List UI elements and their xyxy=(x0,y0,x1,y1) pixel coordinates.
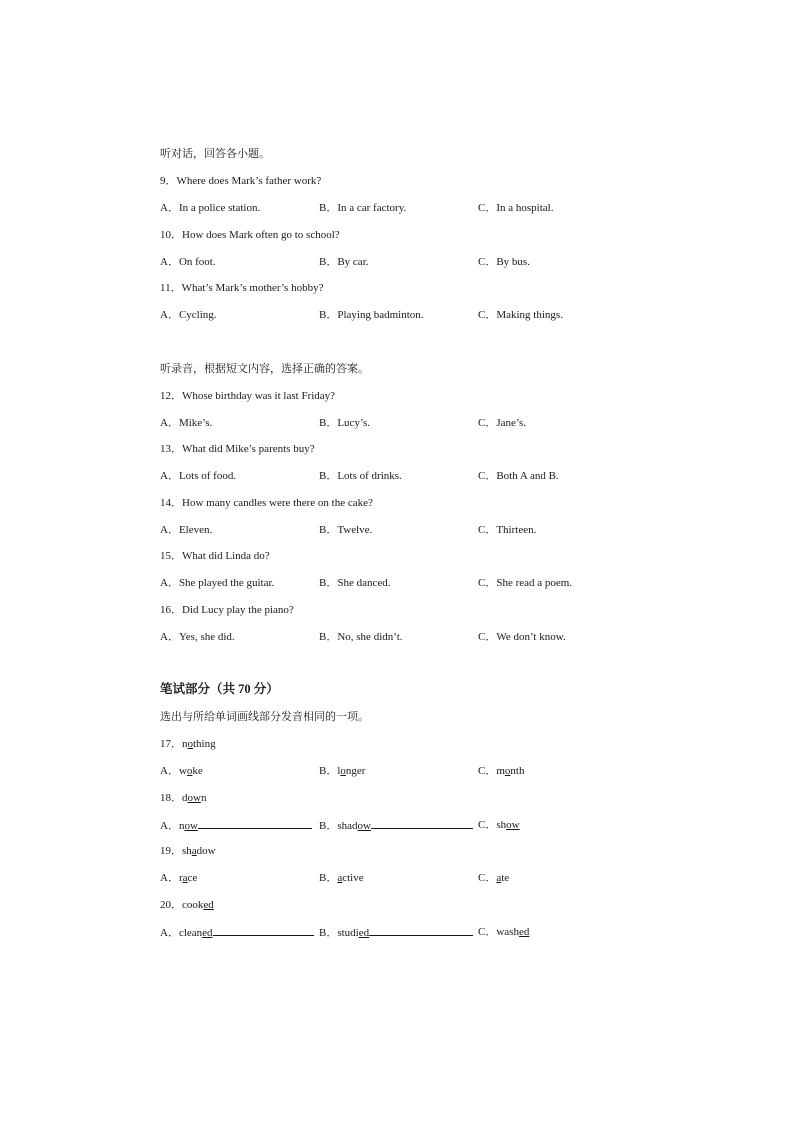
word-part: B．shad xyxy=(319,820,358,832)
option-c xyxy=(478,818,520,832)
underline-blank xyxy=(213,925,314,936)
option-c: C．We don’t know. xyxy=(478,631,566,643)
question-text: How does Mark often go to school? xyxy=(182,229,340,241)
word-part: B．studi xyxy=(319,927,359,939)
written-section-heading: 笔试部分（共 70 分） xyxy=(160,682,279,696)
question-text: How many candles were there on the cake? xyxy=(182,497,373,509)
option-a: A．On foot. xyxy=(160,256,216,268)
question-20 xyxy=(160,898,214,912)
underline-blank xyxy=(369,925,473,936)
question-15 xyxy=(160,549,270,563)
word-part: nth xyxy=(510,765,525,777)
word-part: B． xyxy=(319,872,338,884)
question-17 xyxy=(160,737,216,751)
word-part: A．w xyxy=(160,765,187,777)
underlined-letters: a xyxy=(496,872,502,884)
option-c: C．Thirteen. xyxy=(478,524,537,536)
option-a: A．Eleven. xyxy=(160,524,213,536)
question-text: What’s Mark’s mother’s hobby? xyxy=(181,282,324,294)
option-c: C．Both A and B. xyxy=(478,470,559,482)
underlined-letters: ow xyxy=(357,820,371,832)
word-part: n xyxy=(200,792,207,804)
underlined-letters: o xyxy=(186,765,193,777)
section-instruction-phonetics: 选出与所给单词画线部分发音相同的一项。 xyxy=(160,711,369,723)
option-b: B．She danced. xyxy=(319,577,391,589)
underlined-letters: a xyxy=(182,872,188,884)
option-b: B．In a car factory. xyxy=(319,202,407,214)
option-b xyxy=(319,871,364,885)
question-number: 18． xyxy=(160,792,182,804)
question-11 xyxy=(160,281,323,295)
option-c: C．Jane’s. xyxy=(478,417,526,429)
word-part: C． xyxy=(478,872,497,884)
underlined-letters: o xyxy=(340,765,346,777)
underlined-letters: ed xyxy=(518,926,530,938)
section-instruction-passage: 听录音，根据短文内容，选择正确的答案。 xyxy=(160,363,369,375)
option-b: B．No, she didn’t. xyxy=(319,631,403,643)
underlined-letters: a xyxy=(337,872,343,884)
word-part: te xyxy=(501,872,510,884)
option-a: A．She played the guitar. xyxy=(160,577,275,589)
word-part: A．n xyxy=(160,820,185,832)
question-number: 19． xyxy=(160,845,182,857)
underlined-letters: ow xyxy=(187,792,201,804)
word-part: sh xyxy=(182,845,192,857)
underlined-letters: ow xyxy=(506,819,520,831)
option-a xyxy=(160,871,197,885)
underline-blank xyxy=(371,818,473,829)
question-number: 16． xyxy=(160,604,182,616)
question-number: 15． xyxy=(160,550,182,562)
option-c xyxy=(478,925,529,939)
option-c xyxy=(478,871,509,885)
question-19 xyxy=(160,844,216,858)
option-a xyxy=(160,764,203,778)
question-12 xyxy=(160,389,335,403)
underline-blank xyxy=(198,818,312,829)
option-a: A．Cycling. xyxy=(160,309,217,321)
option-b xyxy=(319,818,473,833)
word-part: C．wash xyxy=(478,926,519,938)
question-14 xyxy=(160,496,373,510)
option-c xyxy=(478,764,524,778)
question-text: What did Linda do? xyxy=(182,550,270,562)
word-part: cook xyxy=(182,899,204,911)
question-text: What did Mike’s parents buy? xyxy=(182,443,315,455)
option-a: A．Lots of food. xyxy=(160,470,237,482)
question-text: Where does Mark’s father work? xyxy=(176,175,322,187)
word-part: ctive xyxy=(342,872,364,884)
option-c: C．Making things. xyxy=(478,309,563,321)
underlined-letters: a xyxy=(191,845,197,857)
word-part: ce xyxy=(187,872,198,884)
question-number: 20． xyxy=(160,899,182,911)
option-b: B．Twelve. xyxy=(319,524,373,536)
option-a: A．Yes, she did. xyxy=(160,631,235,643)
word-part: B．l xyxy=(319,765,341,777)
option-c: C．In a hospital. xyxy=(478,202,554,214)
word-part: A．r xyxy=(160,872,183,884)
word-part: C．m xyxy=(478,765,505,777)
question-18 xyxy=(160,791,206,805)
option-a: A．In a police station. xyxy=(160,202,261,214)
option-b: B．Playing badminton. xyxy=(319,309,424,321)
underlined-letters: o xyxy=(504,765,511,777)
question-number: 14． xyxy=(160,497,182,509)
underlined-letters: o xyxy=(187,738,193,750)
option-c: C．She read a poem. xyxy=(478,577,573,589)
option-b: B．By car. xyxy=(319,256,369,268)
option-b: B．Lots of drinks. xyxy=(319,470,402,482)
question-13 xyxy=(160,442,315,456)
question-9 xyxy=(160,174,321,188)
question-number: 12． xyxy=(160,390,182,402)
question-number: 10． xyxy=(160,229,182,241)
option-b xyxy=(319,925,473,940)
option-a xyxy=(160,818,312,833)
question-number: 17． xyxy=(160,738,182,750)
option-a xyxy=(160,925,314,940)
option-b xyxy=(319,764,365,778)
question-number: 11． xyxy=(160,282,182,294)
word-part: n xyxy=(182,738,188,750)
underlined-letters: ed xyxy=(202,927,213,939)
section-instruction-dialogue: 听对话，回答各小题。 xyxy=(160,148,270,160)
option-a: A．Mike’s. xyxy=(160,417,213,429)
word-part: ke xyxy=(192,765,203,777)
question-number: 13． xyxy=(160,443,182,455)
question-16 xyxy=(160,603,294,617)
question-text: Did Lucy play the piano? xyxy=(182,604,294,616)
word-part: C．sh xyxy=(478,819,507,831)
question-10 xyxy=(160,228,340,242)
word-part: dow xyxy=(196,845,216,857)
word-part: nger xyxy=(345,765,366,777)
word-part: A．clean xyxy=(160,927,203,939)
word-part: thing xyxy=(193,738,216,750)
underlined-letters: ed xyxy=(203,899,214,911)
option-c: C．By bus. xyxy=(478,256,530,268)
question-number: 9． xyxy=(160,175,177,187)
underlined-letters: ed xyxy=(358,927,370,939)
option-b: B．Lucy’s. xyxy=(319,417,371,429)
underlined-letters: ow xyxy=(184,820,198,832)
question-text: Whose birthday was it last Friday? xyxy=(182,390,336,402)
word-part: d xyxy=(182,792,188,804)
